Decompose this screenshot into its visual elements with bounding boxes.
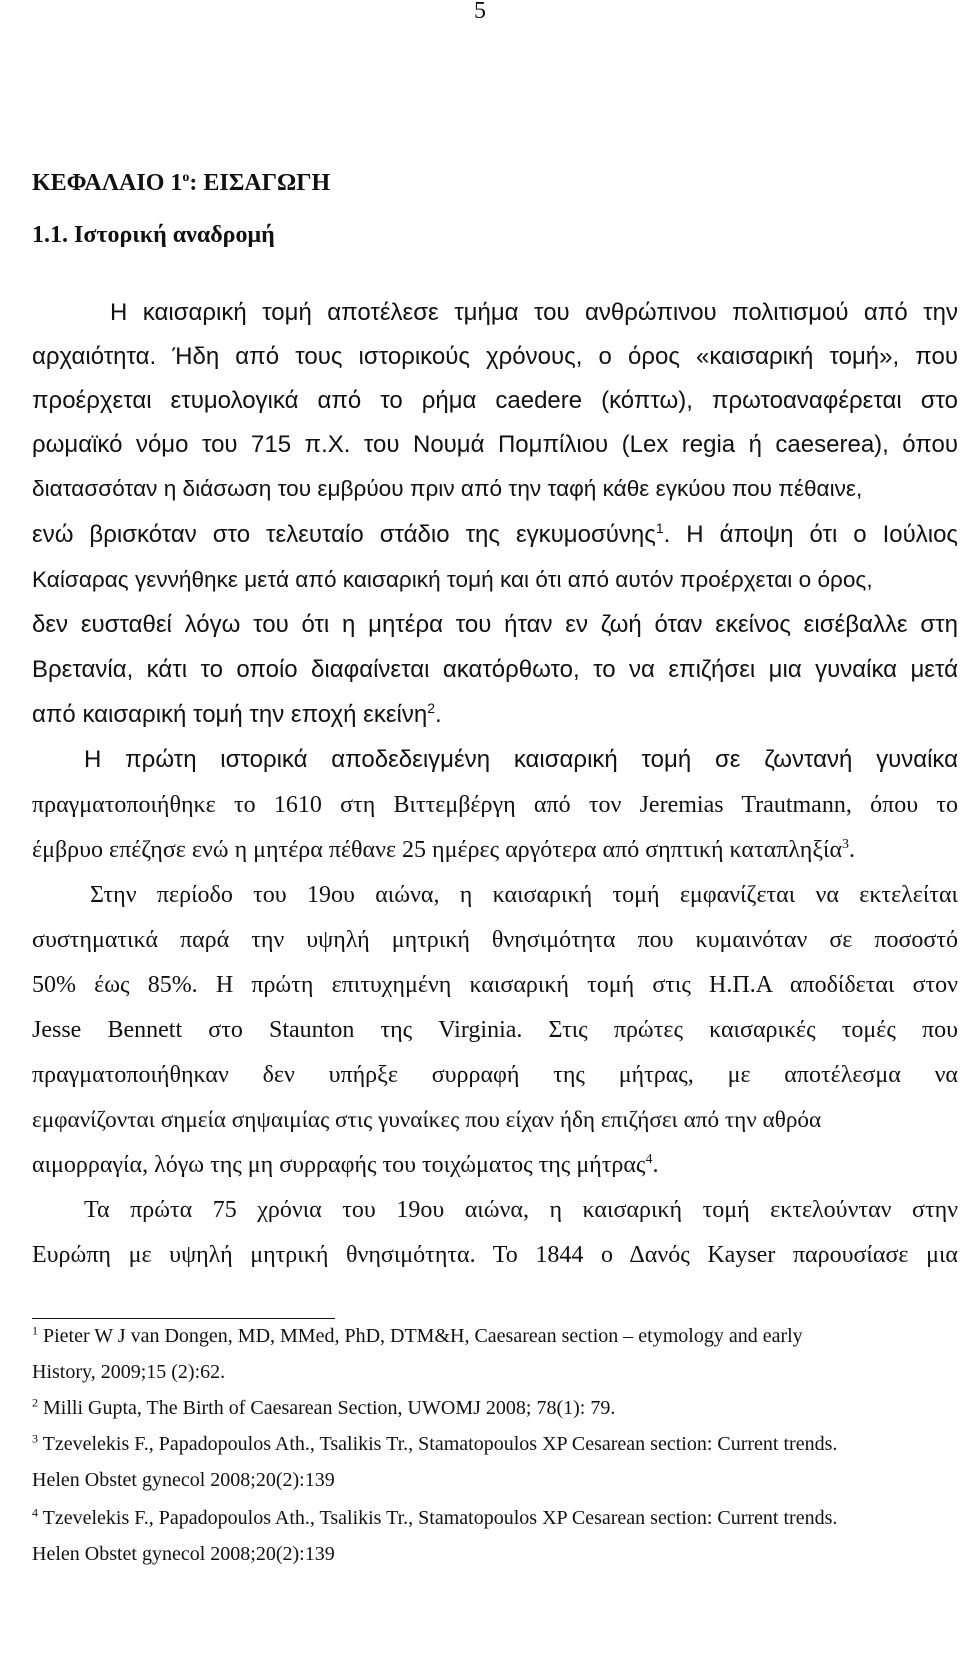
paragraph-line: Η καισαρική τομή αποτέλεσε τμήμα του ανθρώπινου πολιτισμού από την xyxy=(110,299,958,326)
paragraph-line: αρχαιότητα. Ήδη από τους ιστορικούς χρόνους, ο όρος «καισαρική τομή», που xyxy=(32,343,958,370)
paragraph-line-segment: αιμορραγία, λόγω της μη συρραφής του τοιχώματος της μήτρας xyxy=(32,1152,646,1178)
paragraph-line-segment: . xyxy=(435,701,442,728)
footnote-3-continued: Helen Obstet gynecol 2008;20(2):139 xyxy=(32,1469,335,1491)
paragraph-line: Βρετανία, κάτι το οποίο διαφαίνεται ακατόρθωτο, το να επιζήσει μια γυναίκα μετά xyxy=(32,656,958,683)
paragraph-line: Τα πρώτα 75 χρόνια του 19ου αιώνα, η καισαρική τομή εκτελούνταν στην xyxy=(84,1197,958,1223)
footnote-reference[interactable]: 2 xyxy=(427,700,435,716)
paragraph-line xyxy=(32,519,958,551)
chapter-heading-superscript: ο xyxy=(182,170,190,185)
footnote-text: Milli Gupta, The Birth of Caesarean Section, UWOMJ 2008; 78(1): 79. xyxy=(38,1397,616,1419)
footnote-4-continued: Helen Obstet gynecol 2008;20(2):139 xyxy=(32,1543,335,1565)
footnote-4 xyxy=(32,1504,837,1532)
paragraph-line-segment: . Η άποψη ότι ο Ιούλιος xyxy=(663,521,959,548)
footnote-3 xyxy=(32,1430,837,1458)
footnote-text: Tzevelekis F., Papadopoulos Ath., Tsalikis Tr., Stamatopoulos XP Cesarean section: Current trends. xyxy=(38,1507,838,1529)
section-heading: 1.1. Ιστορική αναδρομή xyxy=(32,222,275,248)
paragraph-line xyxy=(32,429,958,461)
paragraph-line: δεν ευσταθεί λόγω του ότι η μητέρα του ήταν εν ζωή όταν εκείνος εισέβαλλε στη xyxy=(32,611,958,638)
footnote-reference[interactable]: 3 xyxy=(842,837,850,852)
footnote-reference[interactable]: 1 xyxy=(655,520,664,536)
paragraph-line: συστηματικά παρά την υψηλή μητρική θνησιμότητα που κυμαινόταν σε ποσοστό xyxy=(32,927,958,953)
footnote-mark: 3 xyxy=(32,1431,38,1446)
paragraph-line: Η πρώτη ιστορικά αποδεδειγμένη καισαρική τομή σε ζωντανή γυναίκα xyxy=(84,746,958,773)
footnote-1-continued: History, 2009;15 (2):62. xyxy=(32,1361,226,1383)
footnote-1 xyxy=(32,1322,803,1350)
paragraph-line xyxy=(32,699,958,731)
footnote-text: Pieter W J van Dongen, MD, MMed, PhD, DTM&H, Caesarean section – etymology and early xyxy=(38,1325,803,1347)
paragraph-line-segment: Jesse Bennett στο Staunton της Virginia. xyxy=(32,1017,523,1043)
paragraph-line: προέρχεται ετυμολογικά από το ρήμα caedere (κόπτω), πρωτοαναφέρεται στο xyxy=(32,387,958,414)
paragraph-line-segment: έμβρυο επέζησε ενώ η μητέρα πέθανε 25 ημέρες αργότερα από σηπτική καταπληξία xyxy=(32,837,843,863)
paragraph-line xyxy=(32,1014,958,1046)
paragraph-line-segment: ρωμαϊκό νόμο του 715 π.Χ. xyxy=(32,431,351,458)
paragraph-line-segment: του Νουμά Πομπίλιου (Lex regia ή caeserea), όπου xyxy=(350,431,958,458)
paragraph-line xyxy=(32,1149,958,1181)
paragraph-line-segment: . xyxy=(849,837,856,863)
paragraph-line-segment: Στις πρώτες καισαρικές τομές που xyxy=(522,1017,958,1043)
footnote-mark: 4 xyxy=(32,1505,38,1520)
paragraph-line: πραγματοποιήθηκαν δεν υπήρξε συρραφή της μήτρας, με αποτέλεσμα να xyxy=(32,1062,958,1088)
paragraph-line-segment: από καισαρική τομή την εποχή εκείνη xyxy=(32,701,428,728)
paragraph-line-segment: ενώ βρισκόταν στο τελευταίο στάδιο της εγκυμοσύνης xyxy=(32,521,656,548)
paragraph-line: 50% έως 85%. Η πρώτη επιτυχημένη καισαρική τομή στις Η.Π.Α αποδίδεται στον xyxy=(32,972,958,998)
footnote-mark: 1 xyxy=(32,1323,38,1338)
paragraph-line: Καίσαρας γεννήθηκε μετά από καισαρική τομή και ότι από αυτόν προέρχεται ο όρος, xyxy=(32,567,873,592)
paragraph-line: πραγματοποιήθηκε το 1610 στη Βιττεμβέργη από τον Jeremias Trautmann, όπου το xyxy=(32,792,958,818)
footnote-reference[interactable]: 4 xyxy=(645,1152,653,1167)
paragraph-line: Ευρώπη με υψηλή μητρική θνησιμότητα. Το 1844 ο Δανός Kayser παρουσίασε μια xyxy=(32,1242,958,1268)
paragraph-line xyxy=(32,834,958,866)
footnote-mark: 2 xyxy=(32,1395,38,1410)
paragraph-line: εμφανίζονται σημεία σηψαιμίας στις γυναίκες που είχαν ήδη επιζήσει από την αθρόα xyxy=(32,1107,822,1133)
chapter-heading-text: ΚΕΦΑΛΑΙΟ 1 xyxy=(32,170,183,196)
footnote-2 xyxy=(32,1394,615,1422)
paragraph-line: Στην περίοδο του 19ου αιώνα, η καισαρική τομή εμφανίζεται να εκτελείται xyxy=(90,882,958,908)
paragraph-line: διατασσόταν η διάσωση του εμβρύου πριν από την ταφή κάθε εγκύου που πέθαινε, xyxy=(32,476,863,501)
footnote-separator xyxy=(32,1318,335,1319)
page-number: 5 xyxy=(474,0,486,24)
chapter-heading xyxy=(32,170,330,197)
chapter-heading-suffix: : ΕΙΣΑΓΩΓΗ xyxy=(189,170,331,196)
paragraph-line-segment: . xyxy=(652,1152,659,1178)
footnote-text: Tzevelekis F., Papadopoulos Ath., Tsalikis Tr., Stamatopoulos XP Cesarean section: Current trends. xyxy=(38,1433,838,1455)
